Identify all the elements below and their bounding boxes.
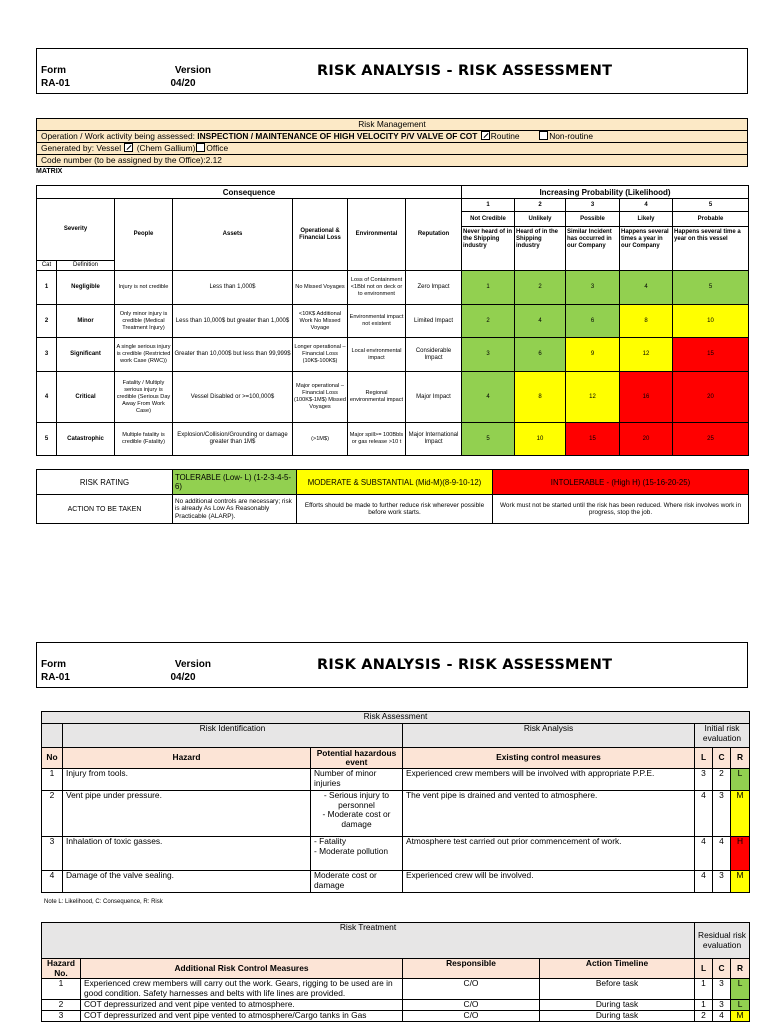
row-operational: No Missed Voyages [293,271,348,305]
row-event [311,791,403,837]
risk-score-cell: 6 [566,305,620,338]
row-reputation: Considerable Impact [406,338,462,372]
form-header-2 [36,642,748,688]
row-c: 4 [713,1011,731,1022]
vessel-checkbox[interactable] [124,143,133,152]
moderate-rating: MODERATE & SUBSTANTIAL (Mid-M)(8-9-10-12) [297,470,493,495]
risk-score-cell: 20 [620,423,673,456]
row-controls: The vent pipe is drained and vented to atmosphere. [403,791,695,837]
code-row [37,155,748,167]
risk-treatment-table [41,922,750,1022]
level-name-5: Probable [673,212,749,227]
row-responsible: C/O [403,979,540,1000]
intolerable-action: Work must not be started until the risk has been reduced. Where risk involves work in progress, stop the job. [493,495,749,524]
table-row [42,769,750,791]
row-assets: Explosion/Collision/Grounding or damage greater than 1M$ [173,423,293,456]
page-title: RISK ANALYSIS - RISK ASSESSMENT [317,63,613,79]
row-r: M [731,871,750,893]
row-c: 3 [713,871,731,893]
matrix-row [37,372,749,423]
level-desc-3: Similar Incident has occurred in our Company [566,227,620,271]
row-no: 1 [42,769,63,791]
level-3: 3 [566,199,620,212]
row-environmental: Major spill>= 100Bbls or gas release >10 t [348,423,406,456]
row-l: 4 [695,791,713,837]
row-reputation: Zero Impact [406,271,462,305]
risk-score-cell: 1 [462,271,515,305]
row-environmental: Environmental impact not existent [348,305,406,338]
col-timeline: Action Timeline [540,959,695,979]
level-name-3: Possible [566,212,620,227]
matrix-label: MATRIX [36,168,63,175]
risk-score-cell: 8 [515,372,566,423]
risk-score-cell: 10 [515,423,566,456]
risk-score-cell: 16 [620,372,673,423]
risk-score-cell: 6 [515,338,566,372]
row-measure: Experienced crew members will carry out the work. Gears, rigging to be used are in good condition. Safety harnesses and belts with life lines are provided. [81,979,403,1000]
row-cat: 1 [37,271,57,305]
risk-rating-table [36,469,749,524]
cat-heading: Cat [37,261,57,271]
row-no: 1 [42,979,81,1000]
version-label: Version [174,65,211,76]
identification-heading: Risk Identification [63,724,403,748]
row-definition: Significant [57,338,115,372]
risk-score-cell: 5 [462,423,515,456]
risk-score-cell: 5 [673,271,749,305]
row-event [311,837,403,871]
col-r: R [731,959,750,979]
row-measure: COT depressurized and vent pipe vented to atmosphere. [81,1000,403,1011]
row-operational: (>1M$) [293,423,348,456]
col-hazard-no: Hazard No. [42,959,81,979]
level-1: 1 [462,199,515,212]
definition-heading: Definition [57,261,115,271]
row-people: Injury is not credible [115,271,173,305]
matrix-row [37,305,749,338]
row-timeline: During task [540,1000,695,1011]
event-line: - Moderate cost or damage [322,809,391,829]
row-people: A single serious injury is credible (Restricted work Case (RWC)) [115,338,173,372]
risk-score-cell: 25 [673,423,749,456]
row-assets: Less than 1,000$ [173,271,293,305]
row-cat: 2 [37,305,57,338]
event-line: - Serious injury to personnel [323,790,390,810]
level-desc-2: Heard of in the Shipping industry [515,227,566,271]
initial-heading: Initial risk evaluation [695,724,750,748]
row-controls: Experienced crew will be involved. [403,871,695,893]
nonroutine-checkbox[interactable] [539,131,548,140]
risk-rating-label: RISK RATING [37,470,173,495]
row-r: L [731,1000,750,1011]
row-assets: Vessel Disabled or >=100,000$ [173,372,293,423]
table-row [42,1000,750,1011]
event-line: - Fatality [314,836,347,846]
table-row [42,871,750,893]
row-no: 2 [42,791,63,837]
risk-score-cell: 15 [673,338,749,372]
col-assets: Assets [173,199,293,271]
action-label: ACTION TO BE TAKEN [37,495,173,524]
generated-row [37,143,748,155]
row-definition: Catastrophic [57,423,115,456]
row-operational: Major operational – Financial Loss (100K$-1M$) Missed Voyages [293,372,348,423]
page-title: RISK ANALYSIS - RISK ASSESSMENT [317,657,613,673]
nonroutine-label: Non-routine [549,131,593,141]
row-responsible: C/O [403,1011,540,1022]
row-no: 2 [42,1000,81,1011]
risk-score-cell: 9 [566,338,620,372]
code-value: 2.12 [205,155,222,165]
risk-management-table [36,118,748,167]
risk-score-cell: 3 [566,271,620,305]
col-l: L [695,959,713,979]
row-r: L [731,979,750,1000]
vessel-name: (Chem Gallium) [136,143,196,153]
intolerable-rating: INTOLERABLE - (High H) (15-16-20-25) [493,470,749,495]
row-l: 3 [695,769,713,791]
form-label: Form [41,65,66,76]
risk-score-cell: 3 [462,338,515,372]
col-no: No [42,748,63,769]
row-reputation: Major International Impact [406,423,462,456]
treatment-heading: Risk Treatment [42,923,695,959]
level-name-2: Unlikely [515,212,566,227]
row-hazard: Inhalation of toxic gasses. [63,837,311,871]
row-operational: Longer operational – Financial Loss (10K$-100K$) [293,338,348,372]
row-r: M [731,1011,750,1022]
risk-score-cell: 8 [620,305,673,338]
col-measures: Additional Risk Control Measures [81,959,403,979]
event-line: - Moderate pollution [314,845,389,856]
risk-score-cell: 4 [462,372,515,423]
row-l: 2 [695,1011,713,1022]
col-controls: Existing control measures [403,748,695,769]
risk-score-cell: 2 [462,305,515,338]
risk-score-cell: 4 [515,305,566,338]
row-c: 3 [713,979,731,1000]
level-desc-1: Never heard of in the Shipping industry [462,227,515,271]
row-cat: 5 [37,423,57,456]
table-row [42,791,750,837]
matrix-row [37,423,749,456]
row-environmental: Local environmental impact [348,338,406,372]
office-checkbox[interactable] [196,143,205,152]
col-operational: Operational & Financial Loss [293,199,348,271]
row-definition: Critical [57,372,115,423]
probability-heading: Increasing Probability (Likelihood) [462,186,749,199]
level-desc-5: Happens several time a year on this vessel [673,227,749,271]
operation-row [37,131,748,143]
form-id [41,64,70,90]
version [137,64,211,90]
risk-management-heading: Risk Management [37,119,748,131]
row-r: L [731,769,750,791]
row-c: 4 [713,837,731,871]
analysis-heading: Risk Analysis [403,724,695,748]
row-l: 4 [695,837,713,871]
col-responsible: Responsible [403,959,540,979]
risk-score-cell: 12 [566,372,620,423]
row-l: 1 [695,1000,713,1011]
col-environmental: Environmental [348,199,406,271]
row-people: Fatality / Multiply serious injury is credible (Serious Day Away From Work Case) [115,372,173,423]
row-r: H [731,837,750,871]
col-l: L [695,748,713,769]
col-people: People [115,199,173,271]
residual-heading: Residual risk evaluation [695,923,750,959]
generated-label: Generated by: Vessel [41,143,122,153]
risk-score-cell: 20 [673,372,749,423]
level-2: 2 [515,199,566,212]
row-hazard: Vent pipe under pressure. [63,791,311,837]
row-environmental: Regional environmental impact [348,372,406,423]
row-r: M [731,791,750,837]
row-no: 3 [42,837,63,871]
col-reputation: Reputation [406,199,462,271]
operation-value: INSPECTION / MAINTENANCE OF HIGH VELOCITY P/V VALVE OF COT [197,131,478,141]
row-hazard: Damage of the valve sealing. [63,871,311,893]
risk-score-cell: 4 [620,271,673,305]
col-c: C [713,748,731,769]
consequence-heading: Consequence [37,186,462,199]
row-cat: 3 [37,338,57,372]
row-event: Number of minor injuries [311,769,403,791]
table-row [42,1011,750,1022]
row-assets: Less than 10,000$ but greater than 1,000$ [173,305,293,338]
row-environmental: Loss of Containment <1Bbl not on deck or to environment [348,271,406,305]
row-event: Moderate cost or damage [311,871,403,893]
form-value: RA-01 [41,78,70,89]
level-desc-4: Happens several times a year in our Company [620,227,673,271]
routine-label: Routine [490,131,520,141]
col-event: Potential hazardous event [311,748,403,769]
row-no: 3 [42,1011,81,1022]
row-l: 1 [695,979,713,1000]
moderate-action: Efforts should be made to further reduce risk wherever possible before work starts. [297,495,493,524]
operation-label: Operation / Work activity being assessed: [41,131,195,141]
version [137,658,211,684]
row-definition: Minor [57,305,115,338]
row-c: 3 [713,1000,731,1011]
row-c: 3 [713,791,731,837]
row-reputation: Major Impact [406,372,462,423]
tolerable-action: No additional controls are necessary; risk is already As Low As Reasonably Practicable (ALARP). [173,495,297,524]
routine-checkbox[interactable] [481,131,490,140]
row-timeline: Before task [540,979,695,1000]
row-hazard: Injury from tools. [63,769,311,791]
row-responsible: C/O [403,1000,540,1011]
risk-score-cell: 12 [620,338,673,372]
level-name-4: Likely [620,212,673,227]
table-row [42,837,750,871]
row-no: 4 [42,871,63,893]
row-controls: Experienced crew members will be involved with appropriate P.P.E. [403,769,695,791]
form-header-1 [36,48,748,94]
row-controls: Atmosphere test carried out prior commencement of work. [403,837,695,871]
form-label: Form [41,659,66,670]
version-value: 04/20 [170,672,196,683]
risk-score-cell: 10 [673,305,749,338]
table-row [42,979,750,1000]
office-label: Office [206,143,229,153]
level-4: 4 [620,199,673,212]
row-people: Multiple fatality is credible (Fatality) [115,423,173,456]
risk-score-cell: 15 [566,423,620,456]
risk-assessment-table [41,711,750,893]
version-label: Version [174,659,211,670]
level-name-1: Not Credible [462,212,515,227]
col-r: R [731,748,750,769]
row-people: Only minor injury is credible (Medical Treatment Injury) [115,305,173,338]
risk-score-cell: 2 [515,271,566,305]
tolerable-rating: TOLERABLE (Low- L) (1-2-3-4-5-6) [173,470,297,495]
row-measure: COT depressurized and vent pipe vented to atmosphere/Cargo tanks in Gas [81,1011,403,1022]
risk-matrix [36,185,749,456]
assessment-heading: Risk Assessment [42,712,750,724]
code-label: Code number (to be assigned by the Office): [41,155,206,165]
matrix-row [37,338,749,372]
row-definition: Negligible [57,271,115,305]
level-5: 5 [673,199,749,212]
row-assets: Greater than 10,000$ but less than 99,999$ [173,338,293,372]
form-value: RA-01 [41,672,70,683]
row-l: 4 [695,871,713,893]
row-reputation: Limited Impact [406,305,462,338]
version-value: 04/20 [170,78,196,89]
row-operational: <10K$ Additional Work No Missed Voyage [293,305,348,338]
col-c: C [713,959,731,979]
form-id [41,658,70,684]
row-cat: 4 [37,372,57,423]
severity-heading: Severity [37,199,115,261]
row-timeline: During task [540,1011,695,1022]
col-hazard: Hazard [63,748,311,769]
assessment-note: Note L: Likelihood, C: Consequence, R: Risk [44,899,163,905]
row-c: 2 [713,769,731,791]
matrix-row [37,271,749,305]
